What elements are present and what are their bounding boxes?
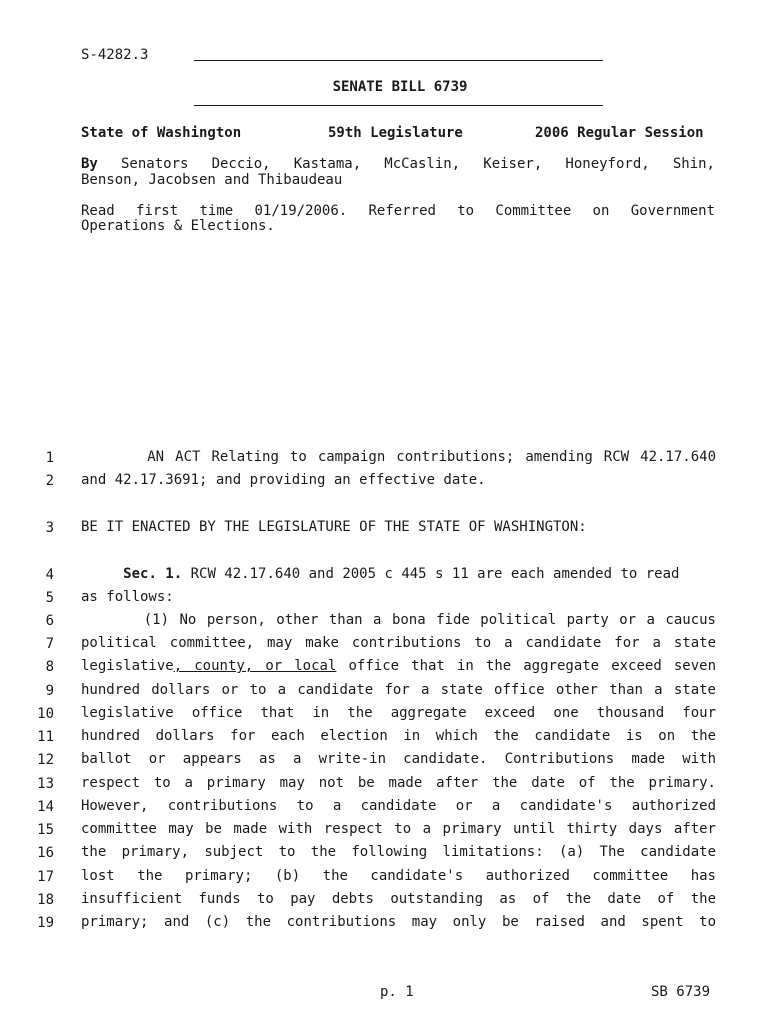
line-number: 19	[37, 915, 54, 931]
bill-line: hundred dollars for each election in which the candidate is on the	[81, 728, 716, 744]
bill-line-text: office that in the aggregate exceed seven	[336, 658, 716, 674]
line-number: 6	[45, 613, 54, 629]
bill-line: the primary, subject to the following limitations: (a) The candidate	[81, 844, 716, 860]
bill-line: ballot or appears as a write-in candidate. Contributions made with	[81, 751, 716, 767]
line-number: 10	[37, 706, 54, 722]
sponsors-prefix: By	[81, 156, 98, 172]
bill-line: However, contributions to a candidate or a candidate's authorized	[81, 798, 716, 814]
line-number: 9	[45, 683, 54, 699]
line-number: 8	[45, 659, 54, 675]
line-number: 14	[37, 799, 54, 815]
referral-line-2: Operations & Elections.	[81, 218, 275, 234]
header-rule-top	[194, 60, 603, 61]
legislature-number: 59th Legislature	[328, 125, 463, 141]
header-rule-bottom	[194, 105, 603, 106]
bill-line: as follows:	[81, 589, 174, 605]
sponsors-line-2: Benson, Jacobsen and Thibaudeau	[81, 172, 343, 188]
bill-line	[81, 609, 716, 632]
section-heading-line	[81, 563, 716, 586]
line-number: 13	[37, 776, 54, 792]
enacting-clause: BE IT ENACTED BY THE LEGISLATURE OF THE STATE OF WASHINGTON:	[81, 519, 587, 535]
bill-line: primary; and (c) the contributions may only be raised and spent to	[81, 914, 716, 930]
bill-line	[81, 655, 716, 678]
line-number: 1	[45, 450, 54, 466]
line-number: 15	[37, 822, 54, 838]
bill-line-text: (1) No person, other than a bona fide political party or a caucus	[133, 612, 716, 628]
line-number: 5	[45, 590, 54, 606]
bill-line: respect to a primary may not be made after the date of the primary.	[81, 775, 716, 791]
bill-line: lost the primary; (b) the candidate's authorized committee has	[81, 868, 716, 884]
line-number: 17	[37, 869, 54, 885]
bill-line: hundred dollars or to a candidate for a state office other than a state	[81, 682, 716, 698]
line-number: 18	[37, 892, 54, 908]
bill-line-text: AN ACT Relating to campaign contributions; amending RCW 42.17.640	[136, 449, 716, 465]
line-number: 2	[45, 473, 54, 489]
sponsors-names: Senators Deccio, Kastama, McCaslin, Keiser, Honeyford, Shin,	[121, 156, 715, 172]
page-number: p. 1	[380, 984, 414, 1000]
bill-title: SENATE BILL 6739	[332, 79, 468, 95]
bill-line: political committee, may make contributions to a candidate for a state	[81, 635, 716, 651]
session-name: 2006 Regular Session	[535, 125, 704, 141]
referral-line-1: Read first time 01/19/2006. Referred to Committee on Government	[81, 203, 715, 219]
bill-line-text: RCW 42.17.640 and 2005 c 445 s 11 are each amended to read	[182, 566, 680, 582]
bill-line: insufficient funds to pay debts outstanding as of the date of the	[81, 891, 716, 907]
line-number: 12	[37, 752, 54, 768]
document-id: S-4282.3	[81, 47, 149, 63]
bill-line: committee may be made with respect to a primary until thirty days after	[81, 821, 716, 837]
line-number: 3	[45, 520, 54, 536]
footer-bill-ref: SB 6739	[651, 984, 711, 1000]
line-number: 4	[45, 567, 54, 583]
bill-line	[81, 446, 716, 469]
bill-line-text: legislative	[81, 658, 174, 674]
bill-line: legislative office that in the aggregate exceed one thousand four	[81, 705, 716, 721]
inserted-text: , county, or local	[173, 658, 337, 674]
state-name: State of Washington	[81, 125, 242, 141]
line-number: 11	[37, 729, 54, 745]
section-label: Sec. 1.	[123, 566, 183, 582]
sponsors-line-1	[81, 156, 715, 173]
line-number: 7	[45, 636, 54, 652]
bill-line: and 42.17.3691; and providing an effective date.	[81, 472, 486, 488]
line-number: 16	[37, 845, 54, 861]
